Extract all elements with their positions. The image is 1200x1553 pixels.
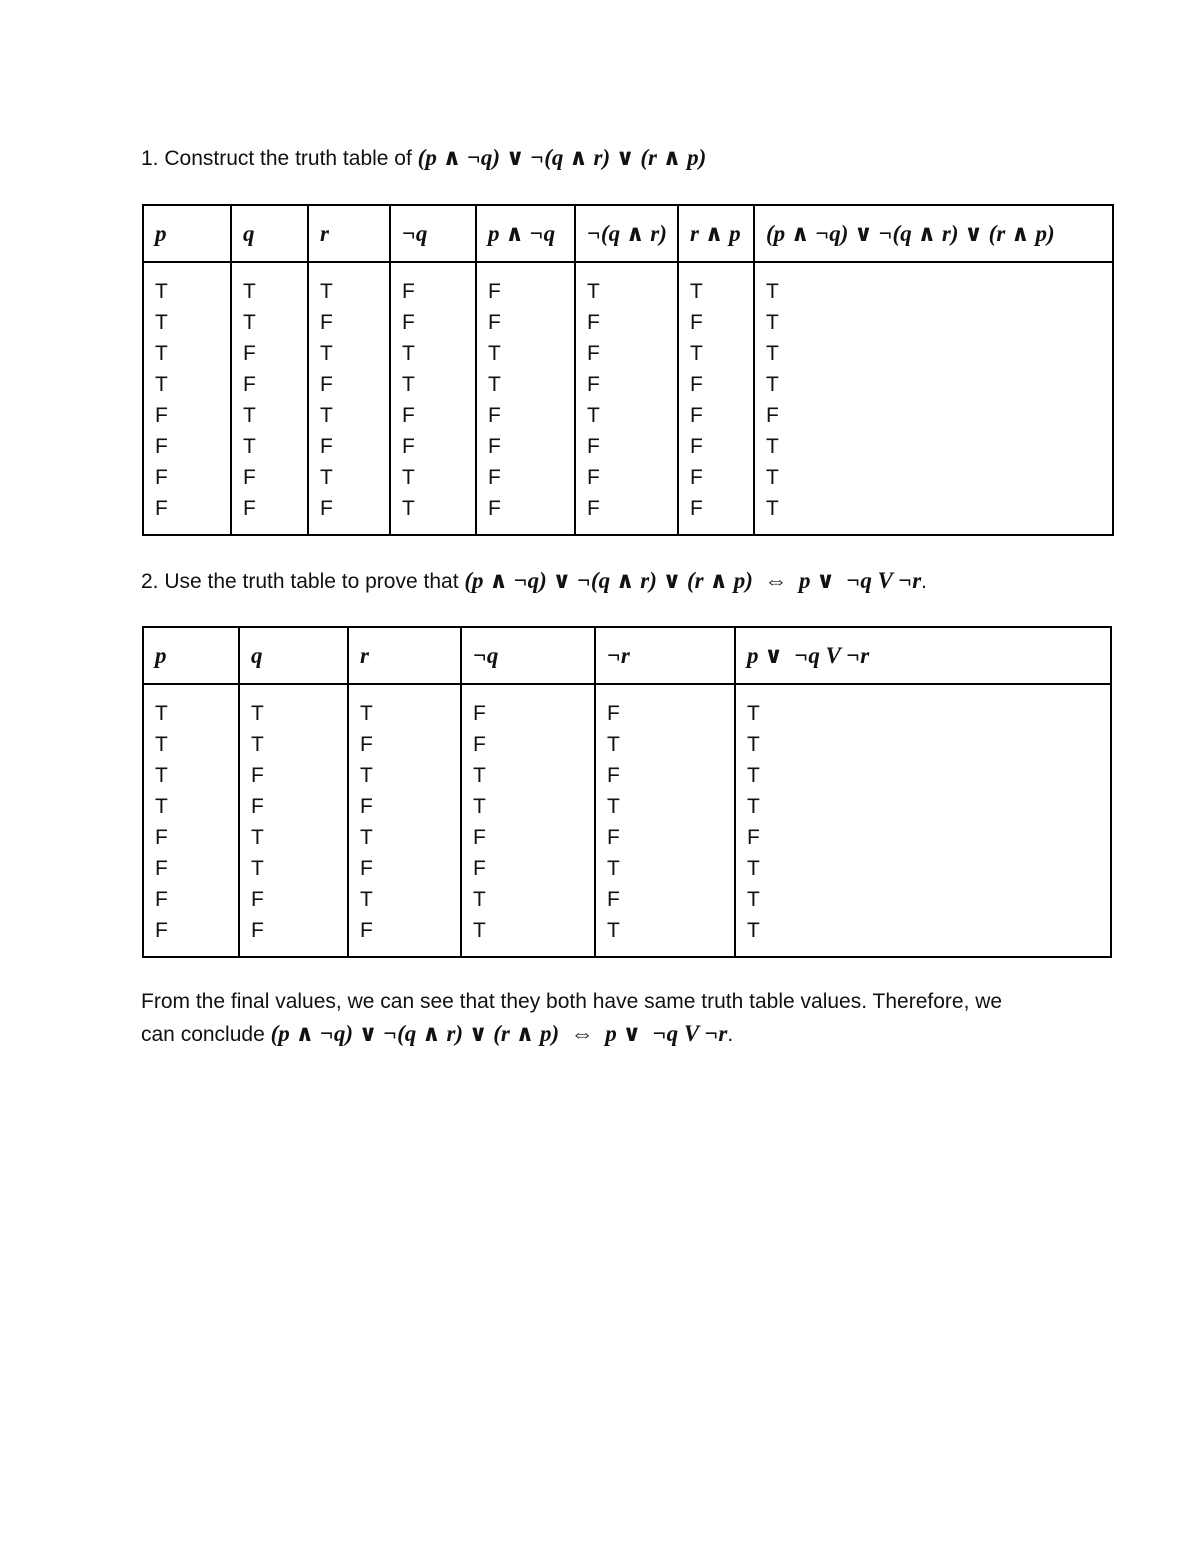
truth-value: T xyxy=(402,466,415,489)
truth-value: F xyxy=(747,826,760,849)
truth-value: F xyxy=(473,702,486,725)
truth-value: T xyxy=(747,795,760,818)
truth-value: T xyxy=(251,857,264,880)
truth-value: T xyxy=(360,888,373,911)
truth-value: T xyxy=(747,919,760,942)
truth-value: F xyxy=(243,466,256,489)
truth-value: F xyxy=(251,764,264,787)
truth-value: T xyxy=(488,342,501,365)
truth-value: F xyxy=(320,497,333,520)
column-header: r xyxy=(348,627,461,684)
question-2-expression: (p ∧ ¬q) ∨ ¬(q ∧ r) ∨ (r ∧ p) ⇔ p ∨ ¬q V ¬r xyxy=(464,568,922,593)
truth-value: T xyxy=(320,342,333,365)
truth-value: F xyxy=(690,373,703,396)
truth-value: F xyxy=(473,857,486,880)
truth-value: T xyxy=(747,733,760,756)
question-2-text: 2. Use the truth table to prove that xyxy=(141,570,465,593)
truth-value: T xyxy=(607,795,620,818)
truth-value: T xyxy=(251,826,264,849)
truth-value: F xyxy=(587,466,600,489)
truth-value: T xyxy=(473,795,486,818)
truth-value: T xyxy=(747,702,760,725)
truth-value: F xyxy=(587,497,600,520)
question-1-text: 1. Construct the truth table of xyxy=(141,147,418,170)
truth-value: T xyxy=(155,280,168,303)
table-header-row xyxy=(143,627,1111,684)
table-header-row xyxy=(143,205,1113,262)
truth-value: F xyxy=(607,702,620,725)
truth-value: F xyxy=(243,373,256,396)
truth-value: F xyxy=(488,280,501,303)
conclusion-line-2 xyxy=(141,1018,733,1051)
truth-value: F xyxy=(488,311,501,334)
truth-value: T xyxy=(155,373,168,396)
truth-value: T xyxy=(587,280,600,303)
truth-value: F xyxy=(690,435,703,458)
truth-value: F xyxy=(155,919,168,942)
truth-value: F xyxy=(251,795,264,818)
truth-value: T xyxy=(360,764,373,787)
truth-value: T xyxy=(607,733,620,756)
truth-value: T xyxy=(766,435,779,458)
truth-value: T xyxy=(251,733,264,756)
truth-value: F xyxy=(587,342,600,365)
column-values xyxy=(390,262,476,535)
truth-value: F xyxy=(402,311,415,334)
truth-value: T xyxy=(766,373,779,396)
truth-value: T xyxy=(155,795,168,818)
truth-value: T xyxy=(155,764,168,787)
truth-value: T xyxy=(155,733,168,756)
truth-value: F xyxy=(251,919,264,942)
column-values xyxy=(678,262,754,535)
truth-value: T xyxy=(747,764,760,787)
column-header: ¬r xyxy=(595,627,735,684)
truth-value: F xyxy=(587,435,600,458)
truth-value: F xyxy=(473,733,486,756)
truth-value: F xyxy=(155,497,168,520)
truth-value: T xyxy=(360,826,373,849)
column-header: r xyxy=(308,205,390,262)
truth-value: F xyxy=(607,764,620,787)
truth-value: T xyxy=(243,435,256,458)
question-2 xyxy=(141,565,927,598)
truth-value: T xyxy=(155,311,168,334)
truth-value: T xyxy=(402,342,415,365)
truth-value: T xyxy=(243,311,256,334)
truth-value: F xyxy=(320,435,333,458)
column-header: p ∧ ¬q xyxy=(476,205,575,262)
truth-value: F xyxy=(488,404,501,427)
truth-value: T xyxy=(766,280,779,303)
truth-value: F xyxy=(473,826,486,849)
column-header: r ∧ p xyxy=(678,205,754,262)
truth-value: T xyxy=(320,280,333,303)
truth-value: T xyxy=(251,702,264,725)
truth-value: F xyxy=(587,311,600,334)
truth-value: F xyxy=(243,342,256,365)
truth-value: T xyxy=(473,888,486,911)
truth-value: F xyxy=(766,404,779,427)
truth-value: F xyxy=(690,311,703,334)
truth-value: T xyxy=(747,888,760,911)
column-values xyxy=(143,684,239,957)
column-header: (p ∧ ¬q) ∨ ¬(q ∧ r) ∨ (r ∧ p) xyxy=(754,205,1113,262)
truth-value: T xyxy=(607,857,620,880)
column-header: p xyxy=(143,205,231,262)
truth-value: T xyxy=(766,497,779,520)
truth-value: T xyxy=(488,373,501,396)
column-values xyxy=(239,684,348,957)
truth-value: T xyxy=(155,342,168,365)
truth-value: F xyxy=(488,466,501,489)
truth-value: F xyxy=(488,435,501,458)
column-header: ¬q xyxy=(390,205,476,262)
truth-value: F xyxy=(155,435,168,458)
truth-value: T xyxy=(320,404,333,427)
truth-value: T xyxy=(766,342,779,365)
truth-value: T xyxy=(690,280,703,303)
truth-value: T xyxy=(766,466,779,489)
truth-value: T xyxy=(243,404,256,427)
truth-value: F xyxy=(587,373,600,396)
truth-value: T xyxy=(690,342,703,365)
truth-value: T xyxy=(155,702,168,725)
column-values xyxy=(308,262,390,535)
truth-value: T xyxy=(243,280,256,303)
truth-table-1 xyxy=(142,204,1114,536)
table-body-row xyxy=(143,684,1111,957)
truth-value: T xyxy=(747,857,760,880)
truth-value: T xyxy=(402,497,415,520)
truth-value: F xyxy=(360,857,373,880)
truth-value: F xyxy=(251,888,264,911)
truth-value: T xyxy=(320,466,333,489)
column-values xyxy=(595,684,735,957)
truth-value: F xyxy=(607,888,620,911)
truth-value: F xyxy=(488,497,501,520)
truth-value: F xyxy=(690,497,703,520)
question-2-period: . xyxy=(921,570,927,593)
truth-value: F xyxy=(607,826,620,849)
conclusion-text-2: can conclude xyxy=(141,1023,271,1046)
conclusion-text: From the final values, we can see that they both have same truth table values. Therefore, we xyxy=(141,990,1003,1013)
truth-value: F xyxy=(402,280,415,303)
truth-value: F xyxy=(243,497,256,520)
truth-value: F xyxy=(402,435,415,458)
conclusion-expression: (p ∧ ¬q) ∨ ¬(q ∧ r) ∨ (r ∧ p) ⇔ p ∨ ¬q V ¬r xyxy=(270,1021,728,1046)
truth-value: F xyxy=(360,795,373,818)
truth-value: F xyxy=(402,404,415,427)
truth-value: F xyxy=(360,919,373,942)
truth-value: F xyxy=(155,466,168,489)
column-values xyxy=(348,684,461,957)
truth-value: T xyxy=(766,311,779,334)
truth-value: T xyxy=(607,919,620,942)
column-values xyxy=(461,684,595,957)
question-1-expression: (p ∧ ¬q) ∨ ¬(q ∧ r) ∨ (r ∧ p) xyxy=(417,145,707,170)
truth-value: F xyxy=(155,888,168,911)
truth-value: T xyxy=(360,702,373,725)
column-header: ¬(q ∧ r) xyxy=(575,205,678,262)
column-values xyxy=(143,262,231,535)
truth-value: T xyxy=(473,764,486,787)
truth-value: T xyxy=(473,919,486,942)
truth-value: F xyxy=(320,373,333,396)
column-values xyxy=(231,262,308,535)
conclusion-period: . xyxy=(727,1023,734,1046)
truth-value: F xyxy=(155,857,168,880)
truth-value: F xyxy=(320,311,333,334)
column-header: p ∨ ¬q V ¬r xyxy=(735,627,1111,684)
column-header: q xyxy=(239,627,348,684)
truth-value: F xyxy=(360,733,373,756)
column-header: ¬q xyxy=(461,627,595,684)
column-header: q xyxy=(231,205,308,262)
column-header: p xyxy=(143,627,239,684)
column-values xyxy=(575,262,678,535)
column-values xyxy=(735,684,1111,957)
column-values xyxy=(754,262,1113,535)
table-body-row xyxy=(143,262,1113,535)
truth-value: T xyxy=(587,404,600,427)
truth-value: F xyxy=(155,404,168,427)
truth-value: F xyxy=(155,826,168,849)
truth-value: F xyxy=(690,404,703,427)
column-values xyxy=(476,262,575,535)
conclusion-line-1 xyxy=(141,986,1002,1018)
truth-value: T xyxy=(402,373,415,396)
truth-value: F xyxy=(690,466,703,489)
question-1 xyxy=(141,142,706,175)
truth-table-2 xyxy=(142,626,1112,958)
